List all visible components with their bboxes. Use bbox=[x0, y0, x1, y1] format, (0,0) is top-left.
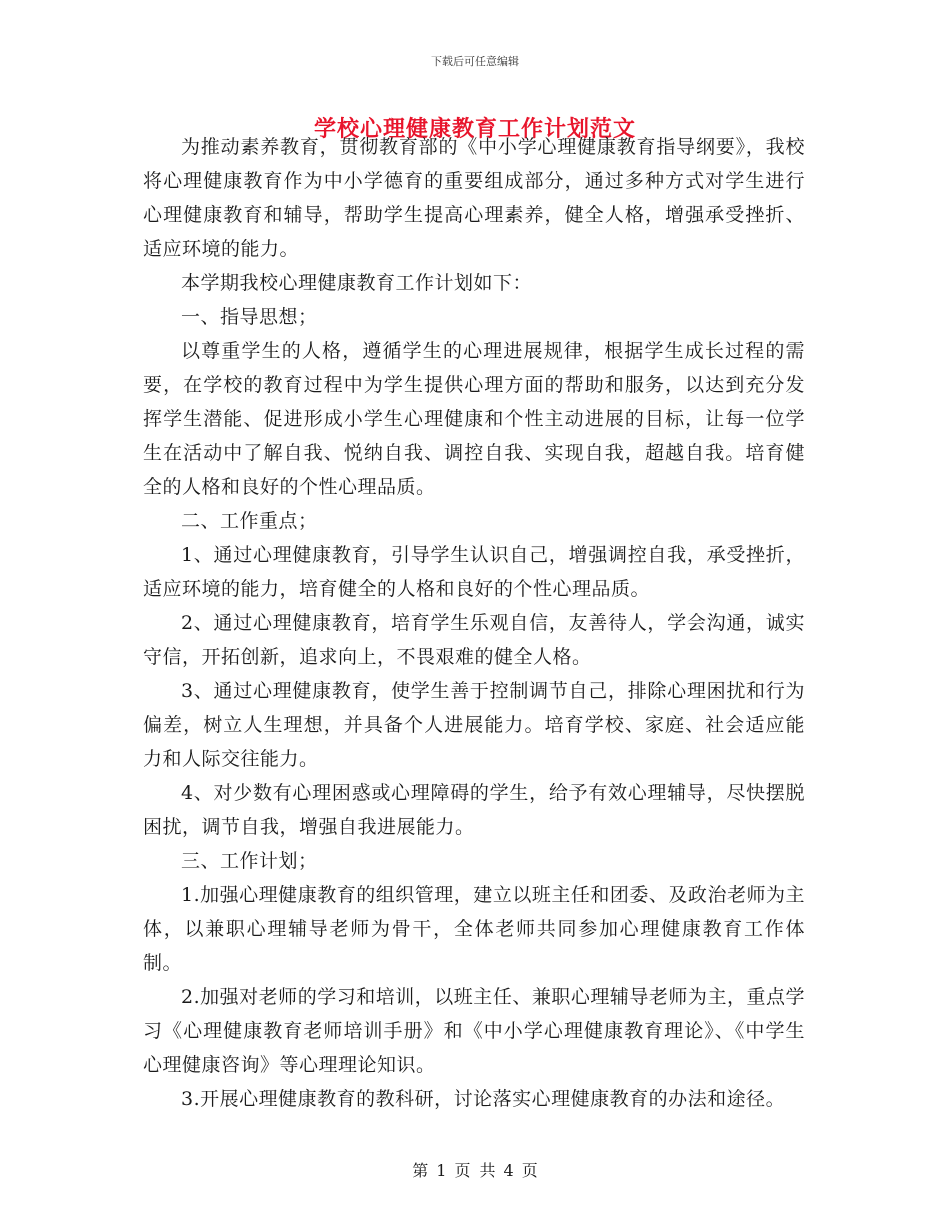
paragraph-plan-1: 1.加强心理健康教育的组织管理，建立以班主任和团委、及政治老师为主体，以兼职心理辅导老师为骨干，全体老师共同参加心理健康教育工作体制。 bbox=[143, 884, 805, 974]
header-note: 下载后可任意编辑 bbox=[431, 55, 519, 68]
section-heading-work-plan: 三、工作计划； bbox=[181, 850, 318, 872]
footer-suffix: 页 bbox=[521, 1161, 538, 1180]
section-heading-guiding-ideas: 一、指导思想； bbox=[181, 306, 318, 328]
document-title: 学校心理健康教育工作计划范文 bbox=[313, 116, 636, 142]
paragraph-plan-3: 3.开展心理健康教育的教科研，讨论落实心理健康教育的办法和途径。 bbox=[181, 1088, 786, 1110]
paragraph-guiding-ideas: 以尊重学生的人格，遵循学生的心理进展规律，根据学生成长过程的需要，在学校的教育过程中为学生提供心理方面的帮助和服务，以达到充分发挥学生潜能、促进形成小学生心理健康和个性主动进展的目标，让每一位学生在活动中了解自我、悦纳自我、调控自我、实现自我，超越自我。培育健全的人格和良好的个性心理品质。 bbox=[143, 340, 805, 498]
paragraph-key-point-1: 1、通过心理健康教育，引导学生认识自己，增强调控自我，承受挫折，适应环境的能力，培育健全的人格和良好的个性心理品质。 bbox=[143, 544, 805, 600]
paragraph-intro: 为推动素养教育，贯彻教育部的《中小学心理健康教育指导纲要》，我校将心理健康教育作为中小学德育的重要组成部分，通过多种方式对学生进行心理健康教育和辅导，帮助学生提高心理素养，健全人格，增强承受挫折、适应环境的能力。 bbox=[143, 136, 805, 260]
document-body bbox=[143, 130, 805, 1116]
paragraph-key-point-4: 4、对少数有心理困惑或心理障碍的学生，给予有效心理辅导，尽快摆脱困扰，调节自我，增强自我进展能力。 bbox=[143, 782, 805, 838]
footer-prefix: 第 bbox=[412, 1161, 429, 1180]
paragraph-plan-lead: 本学期我校心理健康教育工作计划如下： bbox=[181, 272, 533, 294]
footer-current-page: 1 bbox=[436, 1161, 447, 1180]
paragraph-plan-2: 2.加强对老师的学习和培训，以班主任、兼职心理辅导老师为主，重点学习《心理健康教育老师培训手册》和《中小学心理健康教育理论》、《中学生心理健康咨询》等心理理论知识。 bbox=[143, 986, 805, 1076]
footer-total-pages: 4 bbox=[503, 1161, 514, 1180]
section-heading-key-points: 二、工作重点； bbox=[181, 510, 318, 532]
footer-mid: 页 共 bbox=[454, 1161, 496, 1180]
page-footer bbox=[0, 1158, 950, 1181]
paragraph-key-point-2: 2、通过心理健康教育，培育学生乐观自信，友善待人，学会沟通，诚实守信，开拓创新，追求向上，不畏艰难的健全人格。 bbox=[143, 612, 805, 668]
paragraph-key-point-3: 3、通过心理健康教育，使学生善于控制调节自己，排除心理困扰和行为偏差，树立人生理想，并具备个人进展能力。培育学校、家庭、社会适应能力和人际交往能力。 bbox=[143, 680, 805, 770]
